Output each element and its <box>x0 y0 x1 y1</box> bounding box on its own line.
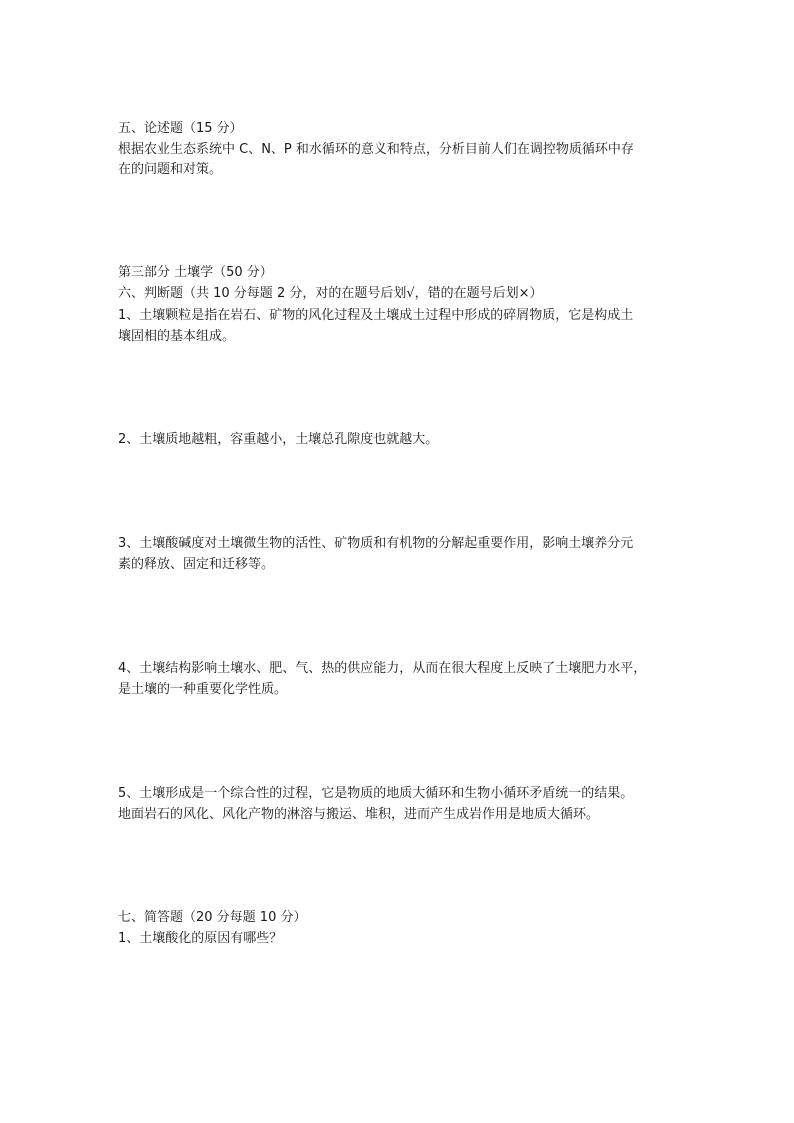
section-5-question-line-2: 在的问题和对策。 <box>118 162 223 177</box>
short-answer-question-1: 1、土壤酸化的原因有哪些？ <box>118 931 283 946</box>
judgment-question-3-line-2: 素的释放、固定和迁移等。 <box>118 557 275 572</box>
judgment-question-5-line-2: 地面岩石的风化、风化产物的淋溶与搬运、堆积，进而产生成岩作用是地质大循环。 <box>118 807 600 822</box>
judgment-question-1-line-1: 1、土壤颗粒是指在岩石、矿物的风化过程及土壤成土过程中形成的碎屑物质，它是构成土 <box>118 308 634 323</box>
section-6-heading: 六、判断题（共 10 分每题 2 分，对的在题号后划√，错的在题号后划×） <box>118 286 543 301</box>
judgment-question-4-line-2: 是土壤的一种重要化学性质。 <box>118 682 288 697</box>
judgment-question-2: 2、土壤质地越粗，容重越小，土壤总孔隙度也就越大。 <box>118 432 439 447</box>
section-7-heading: 七、简答题（20 分每题 10 分） <box>118 910 307 925</box>
judgment-question-3-line-1: 3、土壤酸碱度对土壤微生物的活性、矿物质和有机物的分解起重要作用，影响土壤养分元 <box>118 536 634 551</box>
judgment-question-1-line-2: 壤固相的基本组成。 <box>118 329 236 344</box>
judgment-question-5-line-1: 5、土壤形成是一个综合性的过程，它是物质的地质大循环和生物小循环矛盾统一的结果。 <box>118 786 634 801</box>
judgment-question-4-line-1: 4、土壤结构影响土壤水、肥、气、热的供应能力，从而在很大程度上反映了土壤肥力水平， <box>118 661 647 676</box>
part-3-heading: 第三部分 土壤学（50 分） <box>118 265 273 280</box>
section-5-question-line-1: 根据农业生态系统中 C、N、P 和水循环的意义和特点，分析目前人们在调控物质循环中存 <box>118 142 634 157</box>
section-5-heading: 五、论述题（15 分） <box>118 121 243 136</box>
